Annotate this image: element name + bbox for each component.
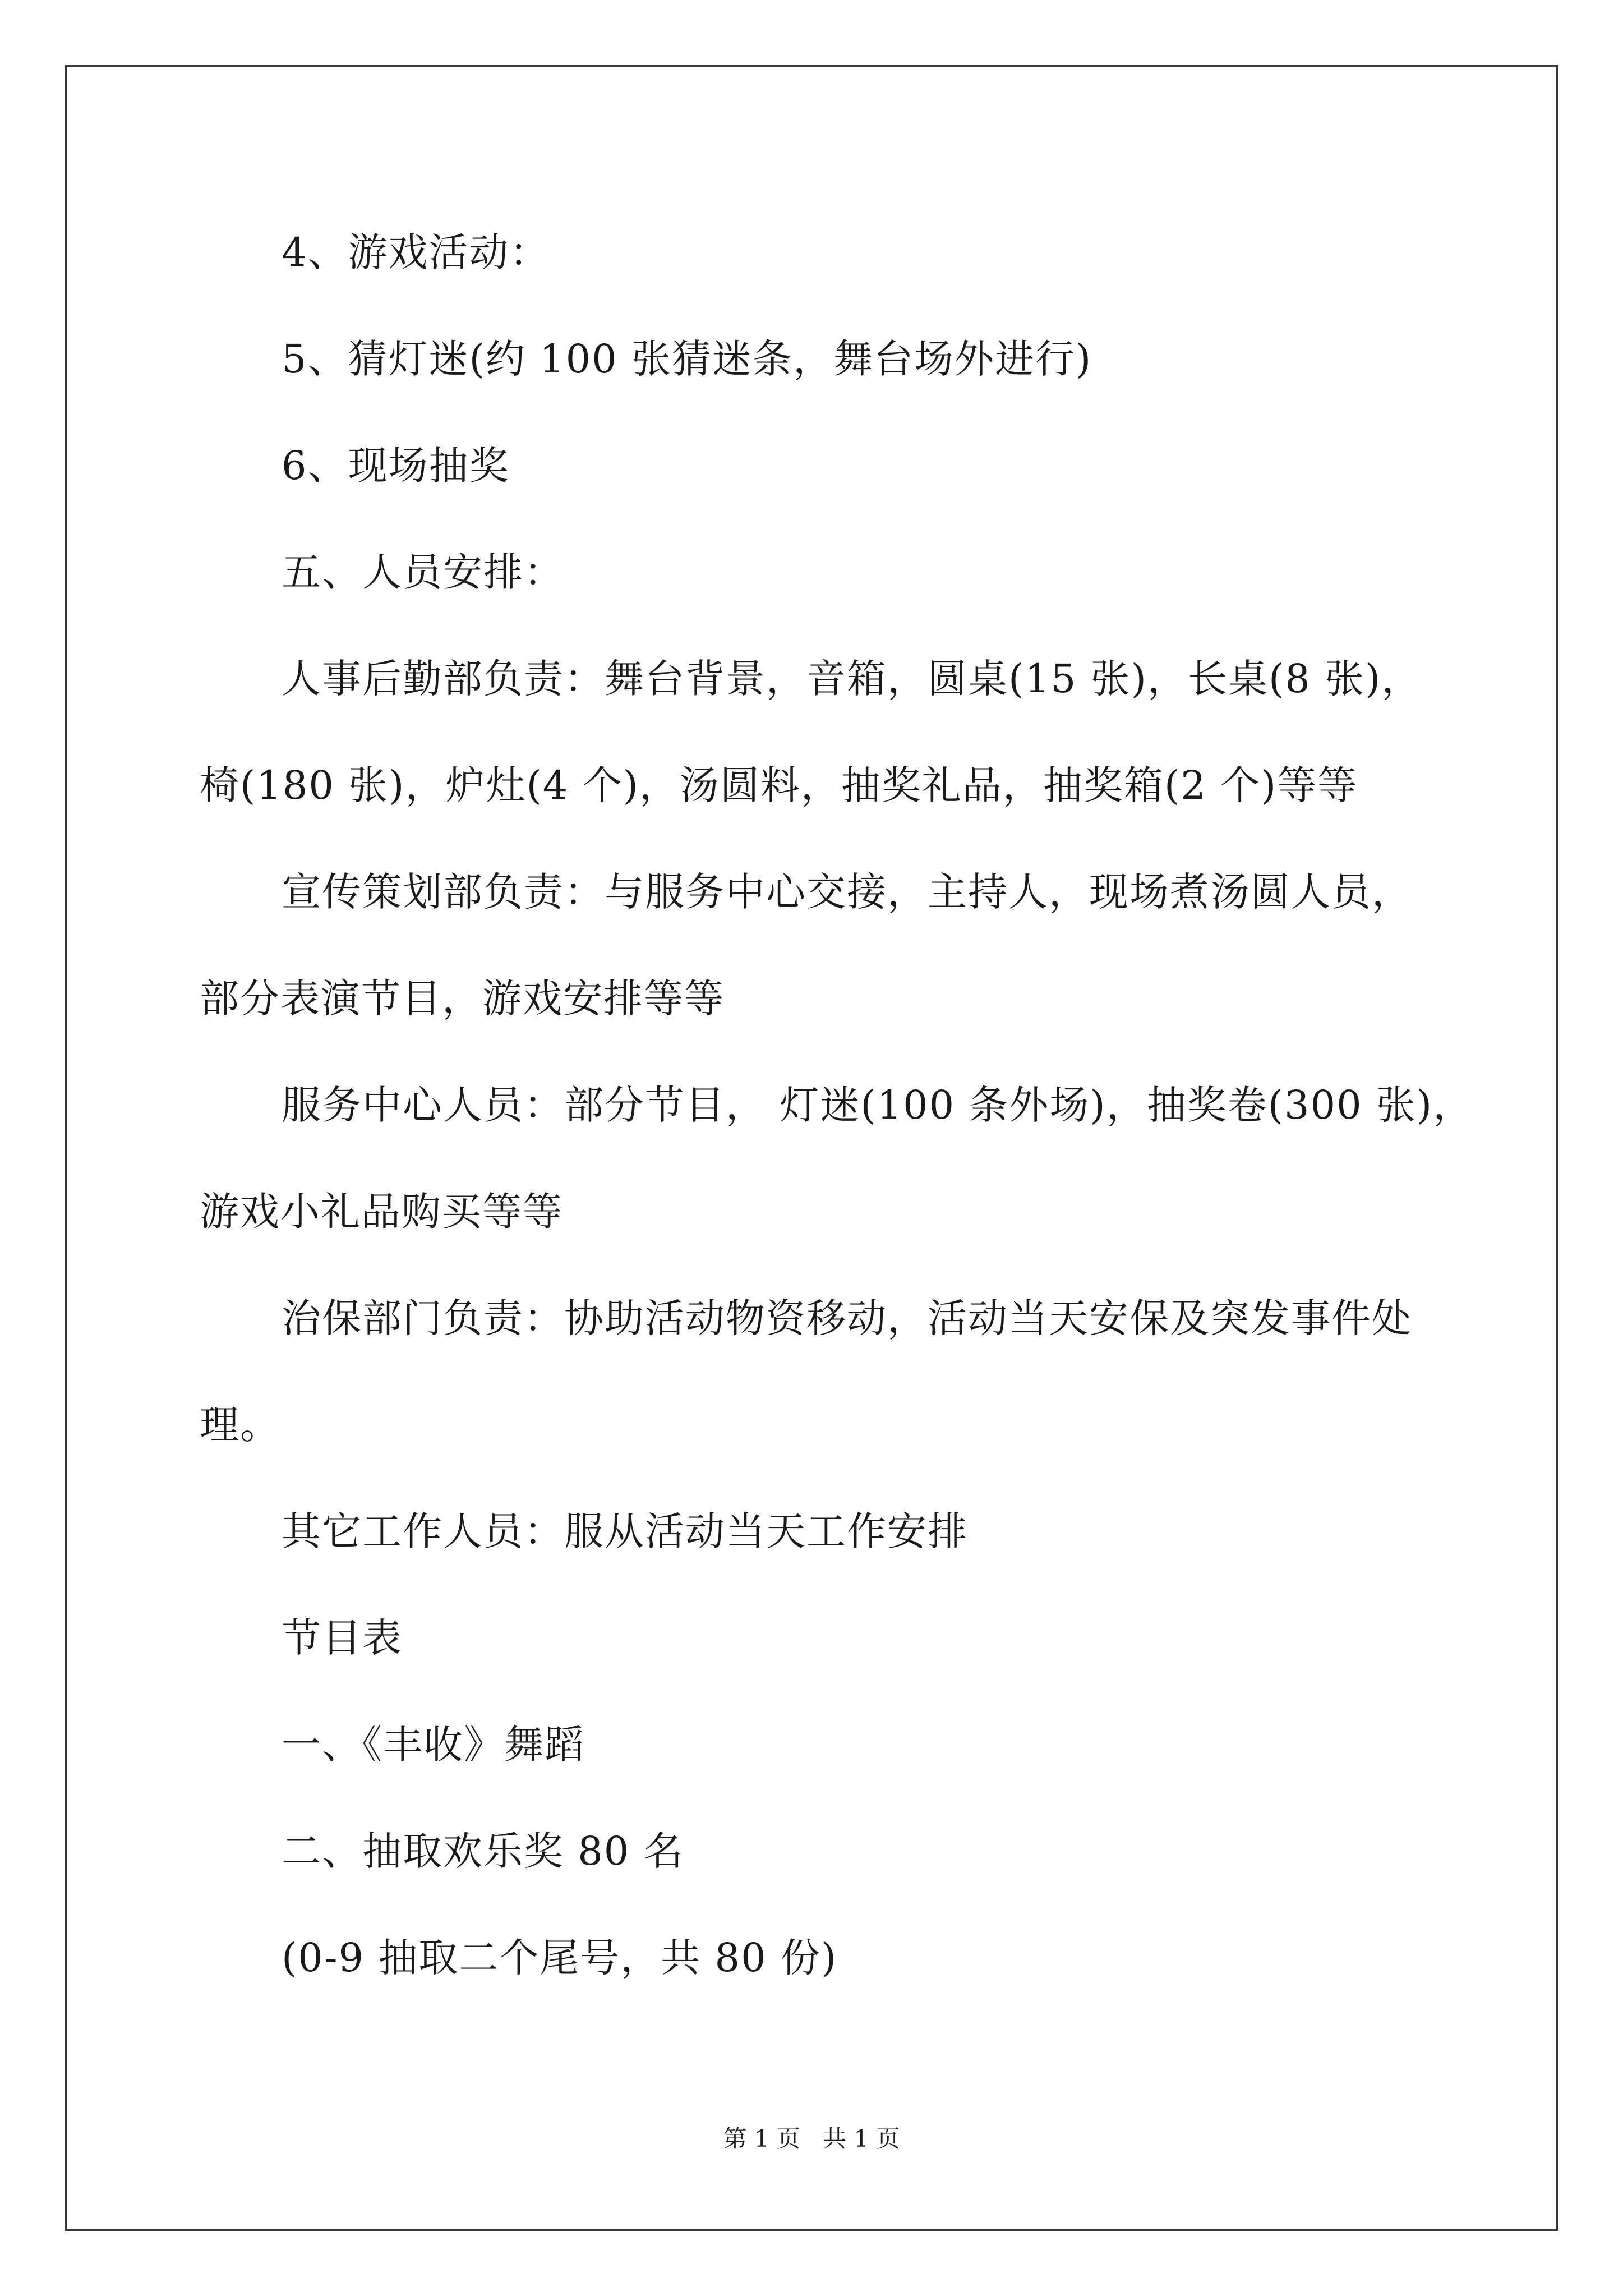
paragraph-security-line1: 治保部门负责：协助活动物资移动，活动当天安保及突发事件处 — [282, 1295, 1412, 1341]
paragraph-service-center-line2: 游戏小礼品购买等等 — [200, 1189, 563, 1235]
section-heading-staffing: 五、人员安排： — [282, 549, 564, 595]
program-item-lottery-note: (0-9 抽取二个尾号，共 80 份) — [282, 1935, 838, 1981]
paragraph-security-line2: 理。 — [200, 1402, 280, 1448]
paragraph-service-center-line1: 服务中心人员：部分节目， 灯迷(100 条外场)，抽奖卷(300 张)， — [282, 1082, 1474, 1128]
page-border — [65, 65, 1558, 2231]
section-heading-program: 节目表 — [282, 1615, 403, 1661]
paragraph-hr-logistics-line1: 人事后勤部负责：舞台背景，音箱，圆桌(15 张)，长桌(8 张)， — [282, 656, 1422, 702]
list-item-lottery: 6、现场抽奖 — [282, 443, 510, 489]
paragraph-publicity-line1: 宣传策划部负责：与服务中心交接，主持人，现场煮汤圆人员， — [282, 869, 1412, 915]
paragraph-publicity-line2: 部分表演节目，游戏安排等等 — [200, 976, 725, 1022]
program-item-dance: 一、《丰收》舞蹈 — [282, 1722, 585, 1768]
program-item-lottery: 二、抽取欢乐奖 80 名 — [282, 1828, 684, 1874]
paragraph-other-staff: 其它工作人员：服从活动当天工作安排 — [282, 1508, 968, 1554]
list-item-games: 4、游戏活动： — [282, 229, 550, 275]
page-footer: 第 1 页 共 1 页 — [723, 2125, 900, 2152]
paragraph-hr-logistics-line2: 椅(180 张)，炉灶(4 个)，汤圆料，抽奖礼品，抽奖箱(2 个)等等 — [200, 762, 1358, 808]
list-item-lantern-riddles: 5、猜灯迷(约 100 张猜迷条，舞台场外进行) — [282, 336, 1092, 382]
